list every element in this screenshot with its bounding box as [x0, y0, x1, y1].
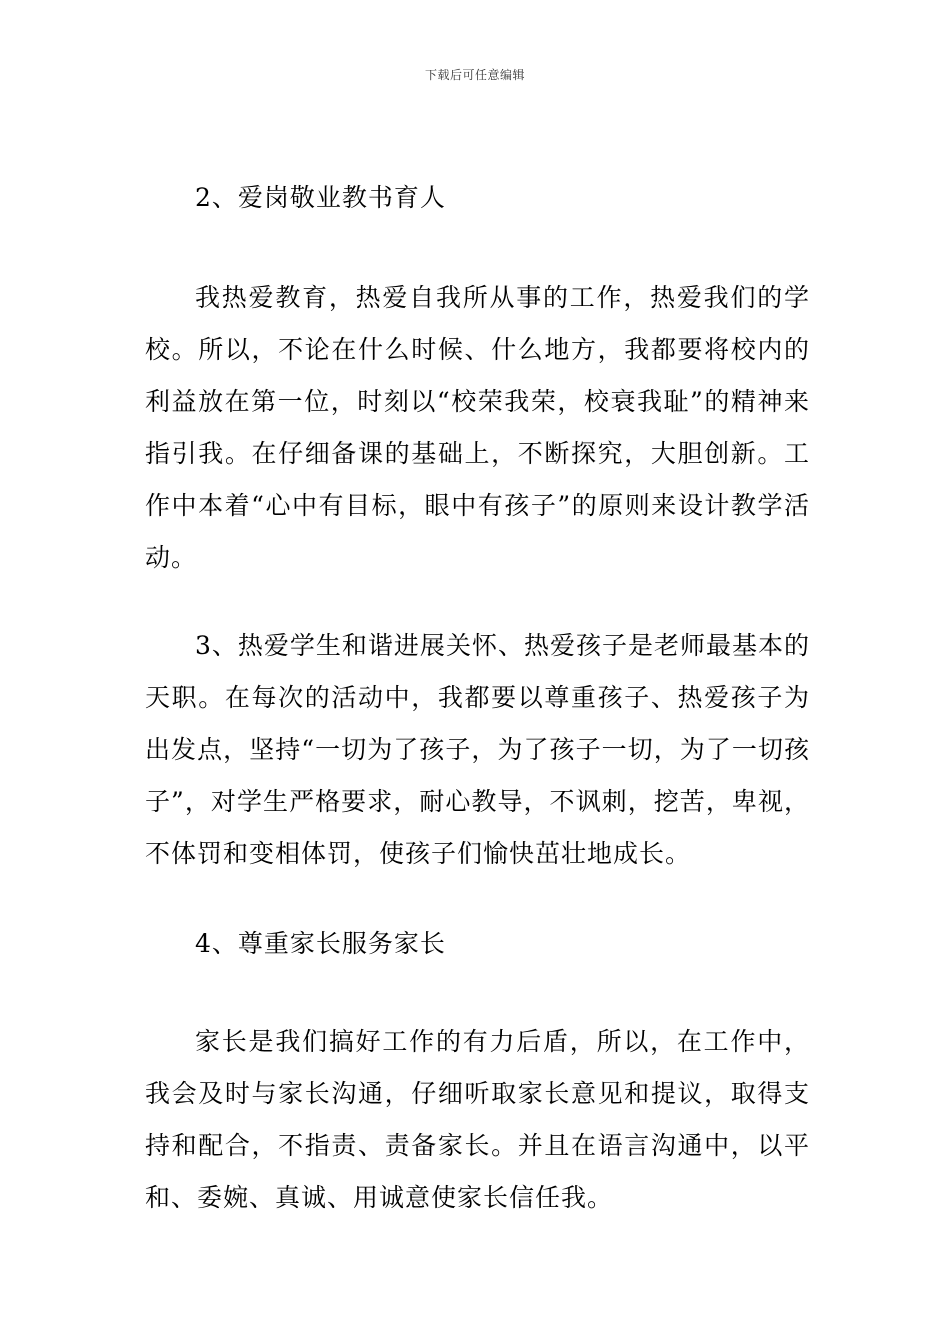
section-4-heading: 4、尊重家长服务家长	[195, 929, 446, 958]
section-2-paragraph: 我热爱教育，热爱自我所从事的工作，热爱我们的学校。所以，不论在什么时候、什么地方，我都要将校内的利益放在第一位，时刻以“校荣我荣，校衰我耻”的精神来指引我。在仔细备课的基础上，不断探究，大胆创新。工作中本着“心中有目标，眼中有孩子”的原则来设计教学活动。	[145, 283, 810, 572]
page-header-note: 下载后可任意编辑	[424, 68, 525, 82]
section-3-paragraph: 3、热爱学生和谐进展关怀、热爱孩子是老师最基本的天职。在每次的活动中，我都要以尊重孩子、热爱孩子为出发点，坚持“一切为了孩子，为了孩子一切，为了一切孩子”，对学生严格要求，耐心教导，不讽刺，挖苦，卑视，不体罚和变相体罚，使孩子们愉快茁壮地成长。	[145, 631, 810, 868]
section-4-paragraph: 家长是我们搞好工作的有力后盾，所以，在工作中，我会及时与家长沟通，仔细听取家长意见和提议，取得支持和配合，不指责、责备家长。并且在语言沟通中，以平和、委婉、真诚、用诚意使家长信任我。	[145, 1027, 810, 1212]
section-2-heading: 2、爱岗敬业教书育人	[195, 183, 446, 212]
